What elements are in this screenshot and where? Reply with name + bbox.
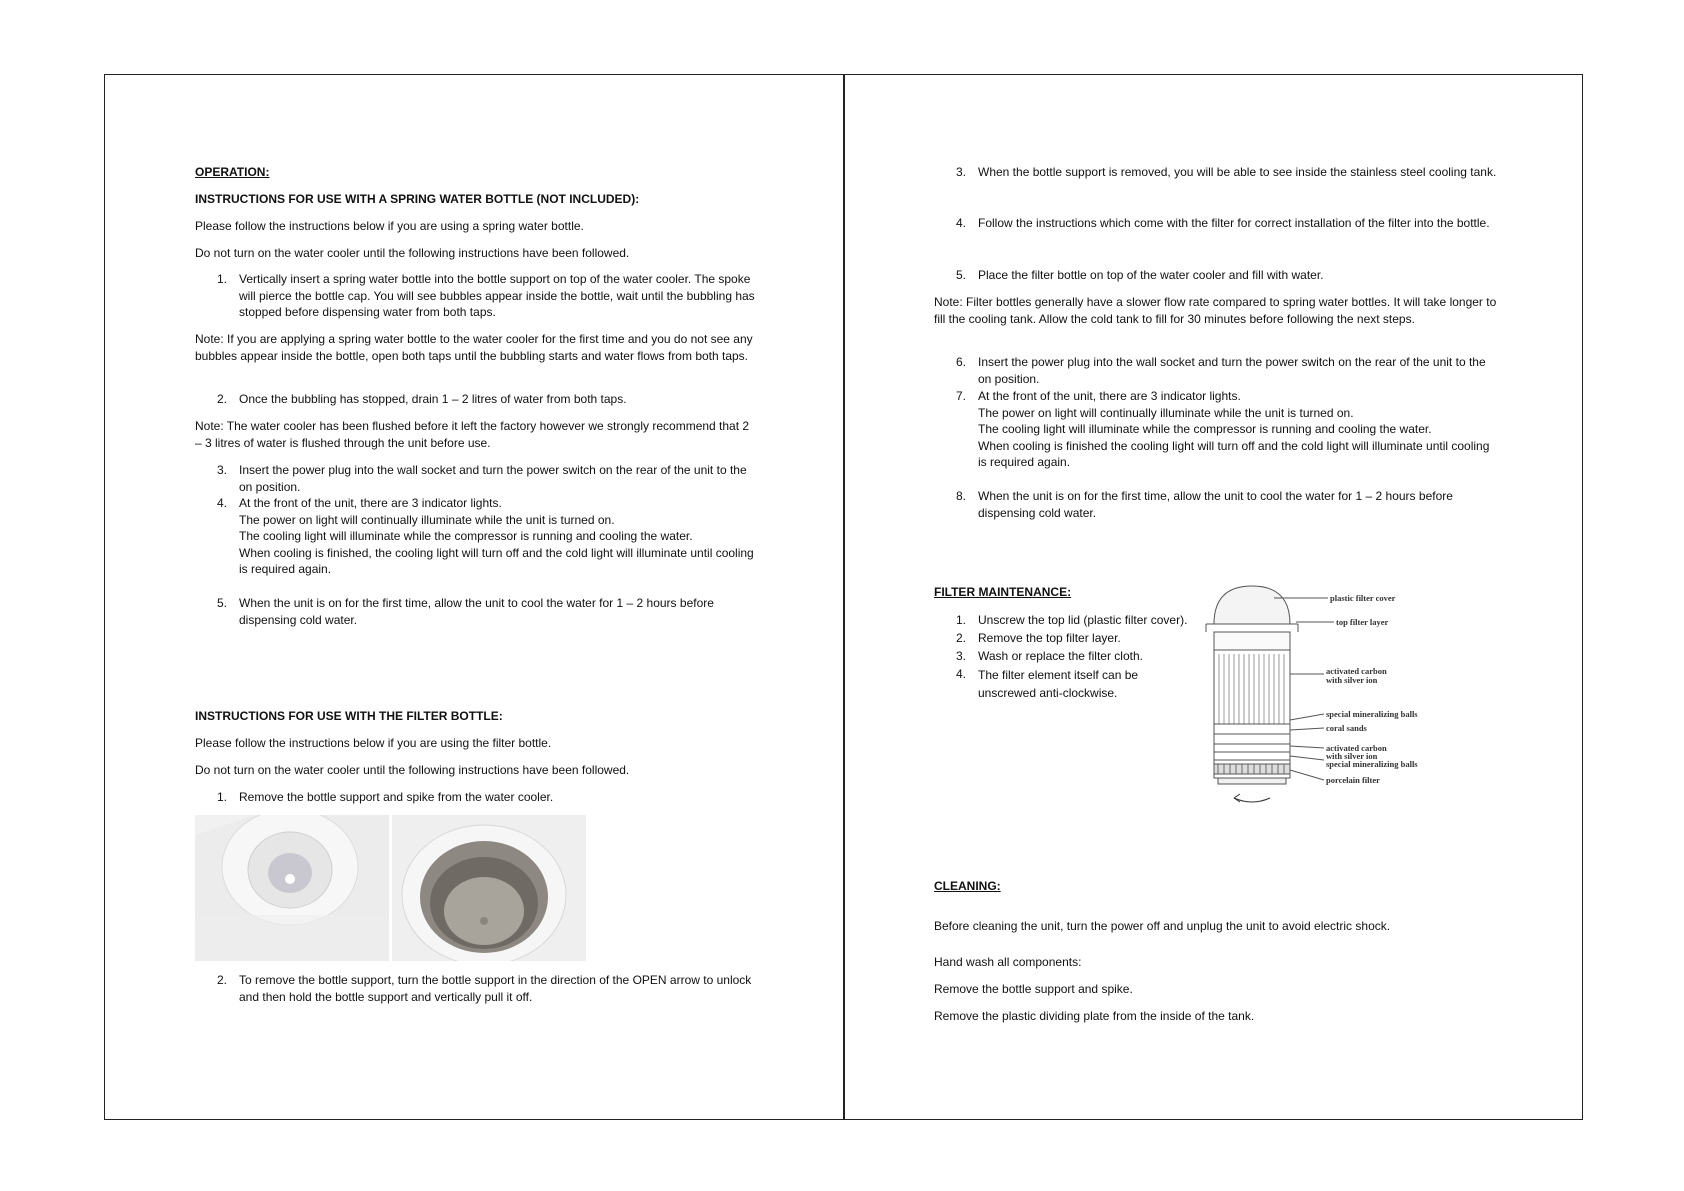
maint-step-4-text: The filter element itself can be unscrewed anti-clockwise. xyxy=(978,668,1139,700)
maint-step-1-number: 1. xyxy=(956,613,967,627)
spring-intro-2: Do not turn on the water cooler until the following instructions have been followed. xyxy=(195,246,630,260)
step-3-text: Insert the power plug into the wall socket and turn the power switch on the rear of the unit to the on position. xyxy=(239,463,747,494)
filter-step-2 xyxy=(195,972,755,1005)
step-3-number: 3. xyxy=(217,463,228,477)
maint-step-2-number: 2. xyxy=(956,631,967,645)
step-4-line-3: The cooling light will illuminate while the compressor is running and cooling the water. xyxy=(239,529,693,543)
spring-heading: INSTRUCTIONS FOR USE WITH A SPRING WATER BOTTLE (NOT INCLUDED): xyxy=(195,192,640,206)
step-5 xyxy=(195,595,755,628)
cleaning-line-1: Before cleaning the unit, turn the power off and unplug the unit to avoid electric shock. xyxy=(934,919,1391,933)
cleaning-heading: CLEANING: xyxy=(934,879,1001,893)
filter-step-1-number: 1. xyxy=(217,790,228,804)
filter-step-1-text: Remove the bottle support and spike from the water cooler. xyxy=(239,790,554,804)
note-2: Note: The water cooler has been flushed before it left the factory however we strongly recommend that 2 – 3 litres of water is flushed through the unit before use. xyxy=(195,419,750,450)
label-silver-ion-2: with silver ion xyxy=(1326,751,1378,761)
label-activated-carbon-1: activated carbon xyxy=(1326,666,1387,676)
step-2-text: Once the bubbling has stopped, drain 1 – 2 litres of water from both taps. xyxy=(239,392,627,406)
step-2-number: 2. xyxy=(217,392,228,406)
filter-step-4-text: Follow the instructions which come with the filter for correct installation of the filter into the bottle. xyxy=(978,216,1490,230)
step-5-number: 5. xyxy=(217,596,228,610)
label-activated-carbon-2: activated carbon xyxy=(1326,743,1387,753)
filter-step-7 xyxy=(934,388,1499,471)
cleaning-line-4: Remove the plastic dividing plate from the inside of the tank. xyxy=(934,1009,1255,1023)
filter-step-3 xyxy=(934,164,1499,181)
filter-step-7-number: 7. xyxy=(956,389,967,403)
maint-step-3-number: 3. xyxy=(956,649,967,663)
filter-step-1 xyxy=(195,789,755,806)
step-4-line-1: At the front of the unit, there are 3 indicator lights. xyxy=(239,496,502,510)
filter-intro-2: Do not turn on the water cooler until the following instructions have been followed. xyxy=(195,763,630,777)
bottle-support-photo xyxy=(195,815,389,961)
note-1: Note: If you are applying a spring water bottle to the water cooler for the first time and you do not see any bubbles appear inside the bottle, open both taps until the bubbling starts and water flows from both taps. xyxy=(195,332,753,363)
filter-heading: INSTRUCTIONS FOR USE WITH THE FILTER BOTTLE: xyxy=(195,709,503,723)
cleaning-line-3: Remove the bottle support and spike. xyxy=(934,982,1133,996)
filter-step-6-text: Insert the power plug into the wall socket and turn the power switch on the rear of the unit to the on position. xyxy=(978,355,1486,386)
filter-step-8 xyxy=(934,488,1499,521)
maint-step-1-text: Unscrew the top lid (plastic filter cover). xyxy=(978,613,1188,627)
cooling-tank-photo xyxy=(392,815,586,961)
filter-maintenance-heading: FILTER MAINTENANCE: xyxy=(934,585,1072,599)
label-coral-sands: coral sands xyxy=(1326,723,1367,733)
filter-step-3-text: When the bottle support is removed, you will be able to see inside the stainless steel cooling tank. xyxy=(978,165,1497,179)
filter-step-5-text: Place the filter bottle on top of the water cooler and fill with water. xyxy=(978,268,1324,282)
step-1-number: 1. xyxy=(217,272,228,286)
step-1 xyxy=(195,271,755,321)
page-divider xyxy=(843,74,845,1120)
operation-heading: OPERATION: xyxy=(195,165,270,179)
maint-step-1 xyxy=(934,612,1234,629)
filter-step-7-line-2: The power on light will continually illuminate while the unit is turned on. xyxy=(978,405,1354,420)
filter-step-8-text: When the unit is on for the first time, allow the unit to cool the water for 1 – 2 hours before dispensing cold water. xyxy=(978,489,1453,520)
maint-step-2 xyxy=(934,630,1234,647)
maint-step-3-text: Wash or replace the filter cloth. xyxy=(978,649,1143,663)
filter-step-2-text: To remove the bottle support, turn the bottle support in the direction of the OPEN arrow to unlock and then hold the bottle support and vertically pull it off. xyxy=(239,973,752,1004)
label-plastic-filter-cover: plastic filter cover xyxy=(1330,593,1396,603)
label-silver-ion-1: with silver ion xyxy=(1326,675,1378,685)
filter-step-4 xyxy=(934,215,1499,232)
step-1-text: Vertically insert a spring water bottle into the bottle support on top of the water cooler. The spoke will pierce the bottle cap. You will see bubbles appear inside the bottle, wait until the bubbling has stopped before dispensing water from both taps. xyxy=(239,272,755,319)
label-mineralizing-balls-1: special mineralizing balls xyxy=(1326,709,1418,719)
filter-intro-1: Please follow the instructions below if you are using the filter bottle. xyxy=(195,736,552,750)
filter-step-4-number: 4. xyxy=(956,216,967,230)
filter-diagram xyxy=(1204,584,1494,816)
label-top-filter-layer: top filter layer xyxy=(1336,617,1389,627)
note-3: Note: Filter bottles generally have a slower flow rate compared to spring water bottles. It will take longer to fill the cooling tank. Allow the cold tank to fill for 30 minutes before following the next steps. xyxy=(934,295,1497,326)
step-3 xyxy=(195,462,755,495)
cleaning-line-2: Hand wash all components: xyxy=(934,955,1082,969)
filter-step-5-number: 5. xyxy=(956,268,967,282)
label-mineralizing-balls-2: special mineralizing balls xyxy=(1326,759,1418,769)
filter-step-5 xyxy=(934,267,1499,284)
maint-step-3 xyxy=(934,648,1234,665)
filter-step-6 xyxy=(934,354,1499,387)
filter-step-7-line-3: The cooling light will illuminate while the compressor is running and cooling the water. xyxy=(978,422,1432,436)
filter-step-7-line-4: When cooling is finished the cooling light will turn off and the cold light will illuminate until cooling is required again. xyxy=(978,438,1490,469)
step-5-text: When the unit is on for the first time, allow the unit to cool the water for 1 – 2 hours before dispensing cold water. xyxy=(239,596,714,627)
filter-step-8-number: 8. xyxy=(956,489,967,503)
step-2 xyxy=(195,391,755,408)
step-4-number: 4. xyxy=(217,496,228,510)
maint-step-4-number: 4. xyxy=(956,667,967,681)
filter-step-7-line-1: At the front of the unit, there are 3 indicator lights. xyxy=(978,389,1241,403)
filter-step-2-number: 2. xyxy=(217,973,228,987)
maint-step-4 xyxy=(934,666,1164,702)
step-4-line-4: When cooling is finished, the cooling light will turn off and the cold light will illuminate until cooling is required again. xyxy=(239,545,754,576)
spring-intro-1: Please follow the instructions below if you are using a spring water bottle. xyxy=(195,219,584,233)
maint-step-2-text: Remove the top filter layer. xyxy=(978,631,1121,645)
step-4 xyxy=(195,495,755,578)
filter-step-3-number: 3. xyxy=(956,165,967,179)
filter-step-6-number: 6. xyxy=(956,355,967,369)
label-porcelain-filter: porcelain filter xyxy=(1326,775,1380,785)
step-4-line-2: The power on light will continually illuminate while the unit is turned on. xyxy=(239,512,615,527)
